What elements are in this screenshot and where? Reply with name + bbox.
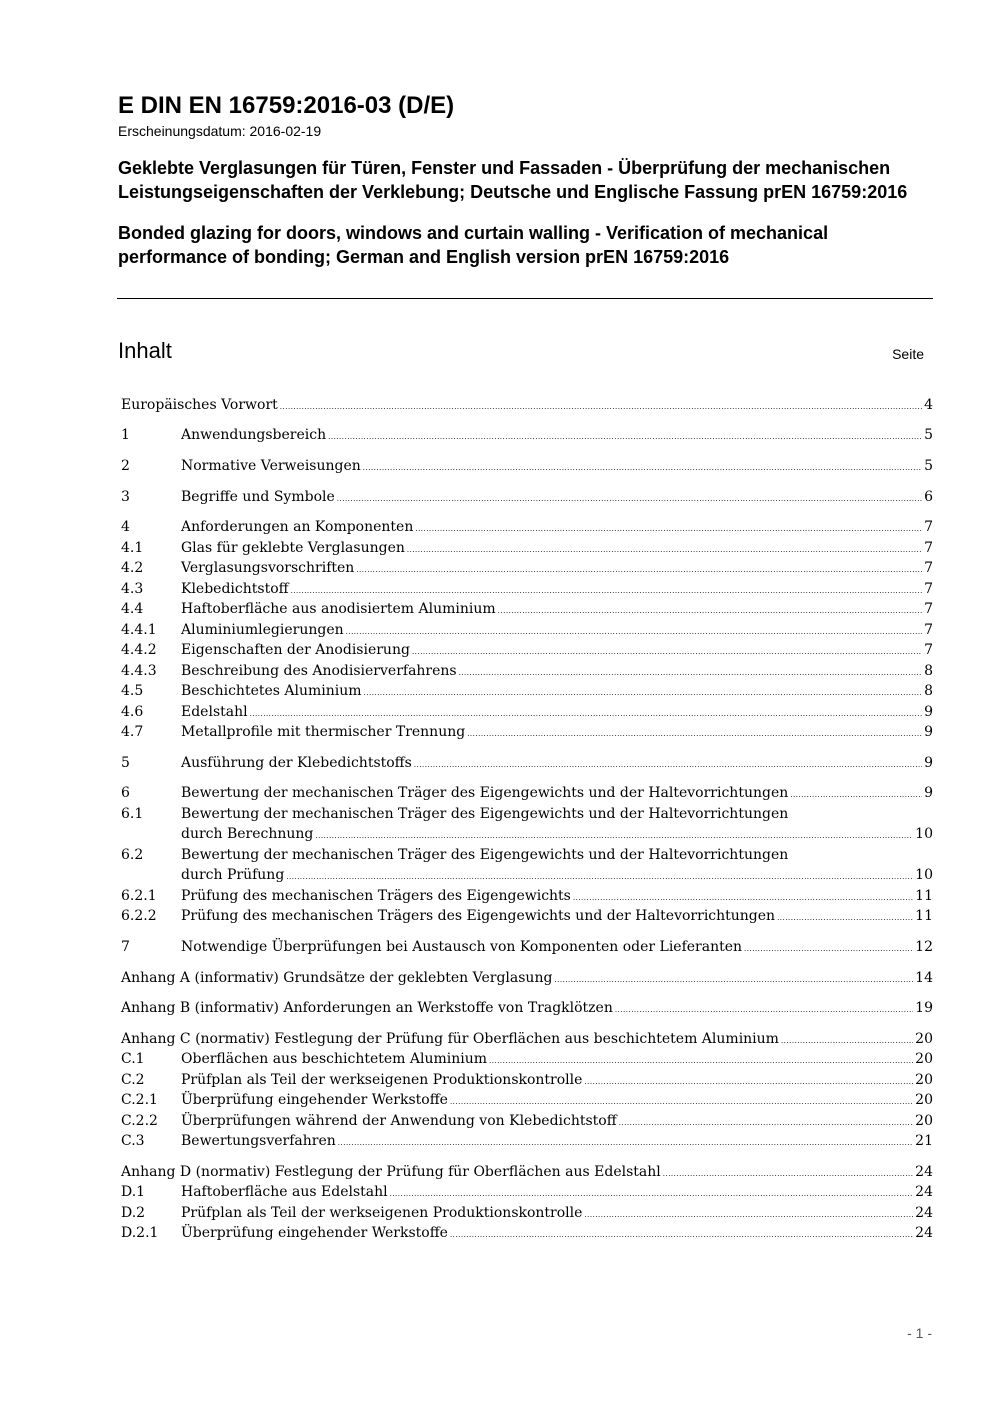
- toc-entry-body: [121, 1162, 933, 1184]
- toc-entry-body: [181, 487, 933, 509]
- toc-entry-page: 7: [924, 601, 933, 617]
- toc-entry-label: Aluminiumlegierungen: [181, 622, 344, 638]
- toc-entry-label: Beschreibung des Anodisierverfahrens: [181, 663, 457, 679]
- toc-entry-number: 6.1: [121, 806, 144, 822]
- toc-entry-number: 4.4.2: [121, 642, 157, 658]
- toc-leader-dots: [412, 642, 922, 662]
- toc-leader-dots: [450, 1225, 913, 1245]
- toc-entry-page: 7: [924, 540, 933, 556]
- toc-leader-dots: [615, 1000, 913, 1020]
- toc-entry-body: [181, 425, 933, 447]
- toc-entry-page: 14: [915, 970, 933, 986]
- toc-entry-label: Prüfplan als Teil der werkseigenen Produktionskontrolle: [181, 1072, 583, 1088]
- toc-entry-body: [181, 1049, 933, 1071]
- page-number: - 1 -: [907, 1325, 932, 1341]
- toc-entry-label: Überprüfung eingehender Werkstoffe: [181, 1225, 448, 1241]
- toc-entry-label: Ausführung der Klebedichtstoffs: [181, 755, 412, 771]
- toc-entry-number: C.2: [121, 1072, 145, 1088]
- toc-entry-page: 8: [924, 683, 933, 699]
- toc-entry-page: 9: [924, 755, 933, 771]
- toc-entry-page: 7: [924, 581, 933, 597]
- toc-entry-label: Verglasungsvorschriften: [181, 560, 355, 576]
- toc-entry-page: 5: [924, 427, 933, 443]
- toc-heading: Inhalt: [118, 338, 172, 363]
- toc-leader-dots: [459, 663, 922, 683]
- toc-entry-body: [181, 937, 933, 959]
- toc-entry-page: 11: [915, 888, 933, 904]
- title-english: Bonded glazing for doors, windows and curtain walling - Verification of mechanical performance of bonding; German and English version prEN 16759:2016: [118, 223, 829, 267]
- toc-entry-page: 6: [924, 489, 933, 505]
- toc-leader-dots: [498, 601, 922, 621]
- toc-entry-label: Prüfung des mechanischen Trägers des Eigengewichts und der Haltevorrichtungen: [181, 908, 776, 924]
- toc-entry-body: [181, 640, 933, 662]
- toc-leader-dots: [554, 970, 913, 990]
- toc-leader-dots: [363, 458, 922, 478]
- toc-leader-dots: [286, 867, 913, 887]
- toc-entry-page: 12: [915, 939, 933, 955]
- toc-entry-continuation: [181, 824, 933, 846]
- toc-leader-dots: [250, 704, 922, 724]
- toc-entry-label: Edelstahl: [181, 704, 248, 720]
- toc-entry-page: 20: [915, 1051, 933, 1067]
- toc-entry-body: [181, 620, 933, 642]
- toc-entry-number: 4: [121, 519, 130, 535]
- toc-leader-dots: [619, 1113, 913, 1133]
- toc-entry-label: Anhang A (informativ) Grundsätze der geklebten Verglasung: [121, 970, 553, 986]
- toc-entry-page: 7: [924, 519, 933, 535]
- toc-entry-number: 4.1: [121, 540, 144, 556]
- document-id: E DIN EN 16759:2016-03 (D/E): [118, 92, 455, 119]
- toc-entry-body: [181, 517, 933, 539]
- toc-entry-label: Bewertung der mechanischen Träger des Eigengewichts und der Haltevorrichtungen: [181, 847, 789, 863]
- toc-entry-page: 10: [915, 826, 933, 842]
- toc-entry-body: [121, 968, 933, 990]
- title-german: Geklebte Verglasungen für Türen, Fenster und Fassaden - Überprüfung der mechanischen Leistungseigenschaften der Verklebung; Deutsche und Englische Fassung prEN 16759:2016: [118, 158, 908, 202]
- toc-entry-label: Anhang B (informativ) Anforderungen an Werkstoffe von Tragklötzen: [121, 1000, 613, 1016]
- toc-entry-number: 6.2.1: [121, 888, 157, 904]
- toc-entry-body: [181, 558, 933, 580]
- toc-entry-label: Normative Verweisungen: [181, 458, 361, 474]
- toc-entry-label: Prüfung des mechanischen Trägers des Eigengewichts: [181, 888, 571, 904]
- toc-leader-dots: [364, 683, 923, 703]
- toc-entry-label: Haftoberfläche aus Edelstahl: [181, 1184, 388, 1200]
- toc-entry-label: Metallprofile mit thermischer Trennung: [181, 724, 466, 740]
- toc-entry-label: Bewertungsverfahren: [181, 1133, 336, 1149]
- toc-leader-dots: [584, 1205, 913, 1225]
- toc-entry-label-continued: durch Berechnung: [181, 826, 314, 842]
- toc-leader-dots: [744, 939, 913, 959]
- toc-entry-number: 4.4.1: [121, 622, 157, 638]
- toc-entry-number: 4.4.3: [121, 663, 157, 679]
- toc-leader-dots: [573, 888, 913, 908]
- toc-leader-dots: [407, 540, 922, 560]
- toc-entry-number: D.2.1: [121, 1225, 159, 1241]
- toc-entry-body: [181, 1223, 933, 1245]
- toc-leader-dots: [790, 785, 922, 805]
- toc-entry-page: 24: [915, 1164, 933, 1180]
- toc-entry-body: [181, 579, 933, 601]
- toc-entry-page: 24: [915, 1184, 933, 1200]
- toc-entry-number: 4.7: [121, 724, 144, 740]
- toc-entry-number: C.2.2: [121, 1113, 158, 1129]
- toc-page-column-label: Seite: [892, 346, 924, 362]
- toc-entry-label: Bewertung der mechanischen Träger des Eigengewichts und der Haltevorrichtungen: [181, 785, 789, 801]
- toc-entry-label: Anhang C (normativ) Festlegung der Prüfung für Oberflächen aus beschichtetem Aluminium: [121, 1031, 779, 1047]
- toc-entry-body: [181, 702, 933, 724]
- toc-entry-page: 8: [924, 663, 933, 679]
- toc-entry-page: 19: [915, 1000, 933, 1016]
- toc-entry-body: [121, 998, 933, 1020]
- toc-entry-page: 7: [924, 642, 933, 658]
- toc-leader-dots: [315, 826, 913, 846]
- toc-leader-dots: [337, 489, 922, 509]
- toc-entry-page: 9: [924, 785, 933, 801]
- toc-entry-label: Überprüfung eingehender Werkstoffe: [181, 1092, 448, 1108]
- toc-leader-dots: [584, 1072, 913, 1092]
- toc-entry-body: [181, 1090, 933, 1112]
- toc-entry-body: [181, 1111, 933, 1133]
- toc-entry-page: 24: [915, 1225, 933, 1241]
- toc-leader-dots: [415, 519, 922, 539]
- toc-entry-label: Prüfplan als Teil der werkseigenen Produktionskontrolle: [181, 1205, 583, 1221]
- toc-entry-page: 21: [915, 1133, 933, 1149]
- toc-entry-number: 1: [121, 427, 130, 443]
- toc-entry-number: 6.2.2: [121, 908, 157, 924]
- toc-leader-dots: [467, 724, 922, 744]
- toc-leader-dots: [356, 560, 922, 580]
- publication-date: Erscheinungsdatum: 2016-02-19: [118, 123, 322, 139]
- toc-leader-dots: [328, 427, 922, 447]
- toc-entry-number: 4.5: [121, 683, 144, 699]
- toc-entry-page: 20: [915, 1113, 933, 1129]
- toc-entry-body: [181, 538, 933, 560]
- toc-entry-number: C.3: [121, 1133, 145, 1149]
- toc-entry-continuation: [181, 865, 933, 887]
- toc-entry-label: Klebedichtstoff: [181, 581, 289, 597]
- toc-entry-body: [121, 1029, 933, 1051]
- toc-leader-dots: [414, 755, 922, 775]
- toc-entry-body: [181, 1182, 933, 1204]
- toc-entry-body: [121, 395, 933, 417]
- toc-entry-page: 20: [915, 1092, 933, 1108]
- toc-entry-page: 7: [924, 560, 933, 576]
- toc-entry-page: 11: [915, 908, 933, 924]
- toc-entry-label: Begriffe und Symbole: [181, 489, 335, 505]
- toc-entry-body: [181, 1203, 933, 1225]
- toc-entry-body: [181, 906, 933, 928]
- toc-leader-dots: [346, 622, 922, 642]
- toc-entry-page: 20: [915, 1031, 933, 1047]
- toc-entry-body: [181, 456, 933, 478]
- toc-entry-number: 3: [121, 489, 130, 505]
- toc-entry-number: C.1: [121, 1051, 145, 1067]
- toc-leader-dots: [390, 1184, 914, 1204]
- toc-entry-label: Beschichtetes Aluminium: [181, 683, 362, 699]
- toc-entry-body: [181, 753, 933, 775]
- toc-entry-page: 24: [915, 1205, 933, 1221]
- toc-entry-label: Anwendungsbereich: [181, 427, 327, 443]
- toc-entry-page: 5: [924, 458, 933, 474]
- toc-leader-dots: [280, 397, 922, 417]
- toc-leader-dots: [781, 1031, 913, 1051]
- toc-leader-dots: [450, 1092, 913, 1112]
- toc-entry-label: Anhang D (normativ) Festlegung der Prüfung für Oberflächen aus Edelstahl: [121, 1164, 661, 1180]
- toc-entry-number: 7: [121, 939, 130, 955]
- toc-entry-label: Oberflächen aus beschichtetem Aluminium: [181, 1051, 488, 1067]
- toc-entry-page: 4: [924, 397, 933, 413]
- toc-entry-page: 10: [915, 867, 933, 883]
- toc-entry-body: [181, 722, 933, 744]
- toc-entry-page: 9: [924, 724, 933, 740]
- toc-leader-dots: [777, 908, 913, 928]
- toc-entry-label: Notwendige Überprüfungen bei Austausch von Komponenten oder Lieferanten: [181, 939, 743, 955]
- toc-entry-number: 4.4: [121, 601, 144, 617]
- toc-entry-label: Europäisches Vorwort: [121, 397, 278, 413]
- toc-entry-number: C.2.1: [121, 1092, 158, 1108]
- toc-entry-label: Bewertung der mechanischen Träger des Eigengewichts und der Haltevorrichtungen: [181, 806, 789, 822]
- toc-entry-number: D.2: [121, 1205, 146, 1221]
- toc-entry-body: [181, 783, 933, 805]
- toc-leader-dots: [489, 1051, 913, 1071]
- toc-entry-label: Überprüfungen während der Anwendung von Klebedichtstoff: [181, 1113, 617, 1129]
- toc-entry-number: 4.3: [121, 581, 144, 597]
- toc-entry-label: Glas für geklebte Verglasungen: [181, 540, 405, 556]
- toc-entry-number: D.1: [121, 1184, 146, 1200]
- toc-entry-number: 5: [121, 755, 130, 771]
- toc-leader-dots: [291, 581, 923, 601]
- toc-entry-page: 9: [924, 704, 933, 720]
- toc-entry-label-continued: durch Prüfung: [181, 867, 285, 883]
- toc-entry-body: [181, 1131, 933, 1153]
- toc-entry-body: [181, 661, 933, 683]
- toc-entry-label: Haftoberfläche aus anodisiertem Aluminium: [181, 601, 496, 617]
- toc-entry-body: [181, 886, 933, 908]
- toc-entry-number: 4.2: [121, 560, 144, 576]
- toc-entry-page: 20: [915, 1072, 933, 1088]
- toc-entry-label: Anforderungen an Komponenten: [181, 519, 414, 535]
- toc-entry-number: 4.6: [121, 704, 144, 720]
- toc-entry-number: 2: [121, 458, 130, 474]
- toc-entry-page: 7: [924, 622, 933, 638]
- toc-leader-dots: [663, 1164, 913, 1184]
- toc-leader-dots: [338, 1133, 913, 1153]
- toc-entry-label: Eigenschaften der Anodisierung: [181, 642, 410, 658]
- toc-entry-number: 6: [121, 785, 130, 801]
- toc-entry-body: [181, 599, 933, 621]
- toc-entry-body: [181, 681, 933, 703]
- toc-entry-body: [181, 1070, 933, 1092]
- toc-entry-number: 6.2: [121, 847, 144, 863]
